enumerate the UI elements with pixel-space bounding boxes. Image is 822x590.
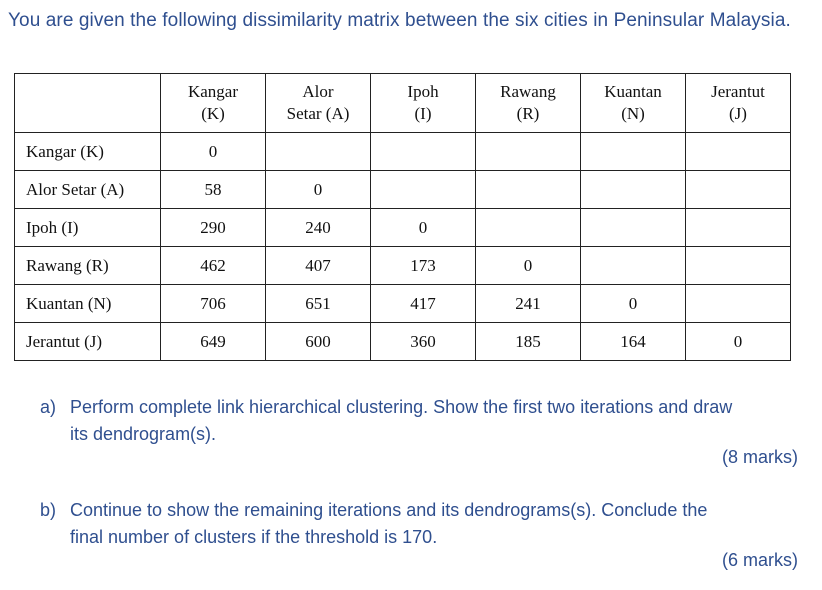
question-text-line1: Perform complete link hierarchical clustering. Show the first two iterations and draw [70, 397, 733, 417]
matrix-cell: 58 [161, 171, 266, 209]
matrix-cell: 173 [371, 247, 476, 285]
table-row [15, 209, 791, 247]
intro-text: You are given the following dissimilarity matrix between the six cities in Peninsular Malaysia. [8, 10, 791, 31]
question-a [40, 394, 800, 450]
matrix-cell: 241 [476, 285, 581, 323]
matrix-cell [581, 171, 686, 209]
table-row [15, 247, 791, 285]
table-row [15, 171, 791, 209]
question-label: a) [40, 397, 57, 417]
matrix-cell: 0 [686, 323, 791, 361]
table-row [15, 323, 791, 361]
matrix-cell: 0 [266, 171, 371, 209]
column-header-kangar: Kangar (K) [161, 74, 266, 133]
matrix-cell [371, 171, 476, 209]
question-text-line2: its dendrogram(s). [70, 424, 217, 444]
dissimilarity-matrix [14, 73, 791, 361]
matrix-cell [686, 209, 791, 247]
table-row [15, 133, 791, 171]
matrix-cell [476, 133, 581, 171]
matrix-cell [686, 133, 791, 171]
matrix-cell [686, 285, 791, 323]
matrix-cell [371, 133, 476, 171]
matrix-cell [686, 171, 791, 209]
matrix-cell [581, 209, 686, 247]
matrix-cell: 185 [476, 323, 581, 361]
column-header-ipoh: Ipoh (I) [371, 74, 476, 133]
matrix-cell: 164 [581, 323, 686, 361]
matrix-cell: 360 [371, 323, 476, 361]
row-header: Rawang (R) [15, 247, 161, 285]
matrix-cell: 290 [161, 209, 266, 247]
row-header: Alor Setar (A) [15, 171, 161, 209]
question-label: b) [40, 500, 57, 520]
matrix-cell: 0 [161, 133, 266, 171]
matrix-cell: 0 [581, 285, 686, 323]
matrix-cell [686, 247, 791, 285]
column-header-rawang: Rawang (R) [476, 74, 581, 133]
matrix-cell: 407 [266, 247, 371, 285]
question-a-marks: (8 marks) [722, 447, 798, 467]
corner-cell [15, 74, 161, 133]
matrix-cell: 0 [476, 247, 581, 285]
matrix-cell [476, 209, 581, 247]
row-header: Kuantan (N) [15, 285, 161, 323]
matrix-cell [266, 133, 371, 171]
question-text-line2: final number of clusters if the threshold is 170. [70, 527, 438, 547]
column-header-alor-setar: Alor Setar (A) [266, 74, 371, 133]
matrix-cell: 651 [266, 285, 371, 323]
column-header-kuantan: Kuantan (N) [581, 74, 686, 133]
column-header-jerantut: Jerantut (J) [686, 74, 791, 133]
matrix-cell: 240 [266, 209, 371, 247]
question-text-line1: Continue to show the remaining iterations and its dendrograms(s). Conclude the [70, 500, 708, 520]
matrix-cell: 706 [161, 285, 266, 323]
matrix-cell: 0 [371, 209, 476, 247]
question-b-marks: (6 marks) [722, 550, 798, 570]
matrix-cell: 649 [161, 323, 266, 361]
matrix-cell: 462 [161, 247, 266, 285]
row-header: Jerantut (J) [15, 323, 161, 361]
matrix-cell [581, 247, 686, 285]
row-header: Ipoh (I) [15, 209, 161, 247]
matrix-cell [476, 171, 581, 209]
matrix-cell [581, 133, 686, 171]
table-row [15, 285, 791, 323]
question-b [40, 497, 800, 553]
matrix-cell: 600 [266, 323, 371, 361]
header-row [15, 74, 791, 133]
matrix-cell: 417 [371, 285, 476, 323]
row-header: Kangar (K) [15, 133, 161, 171]
